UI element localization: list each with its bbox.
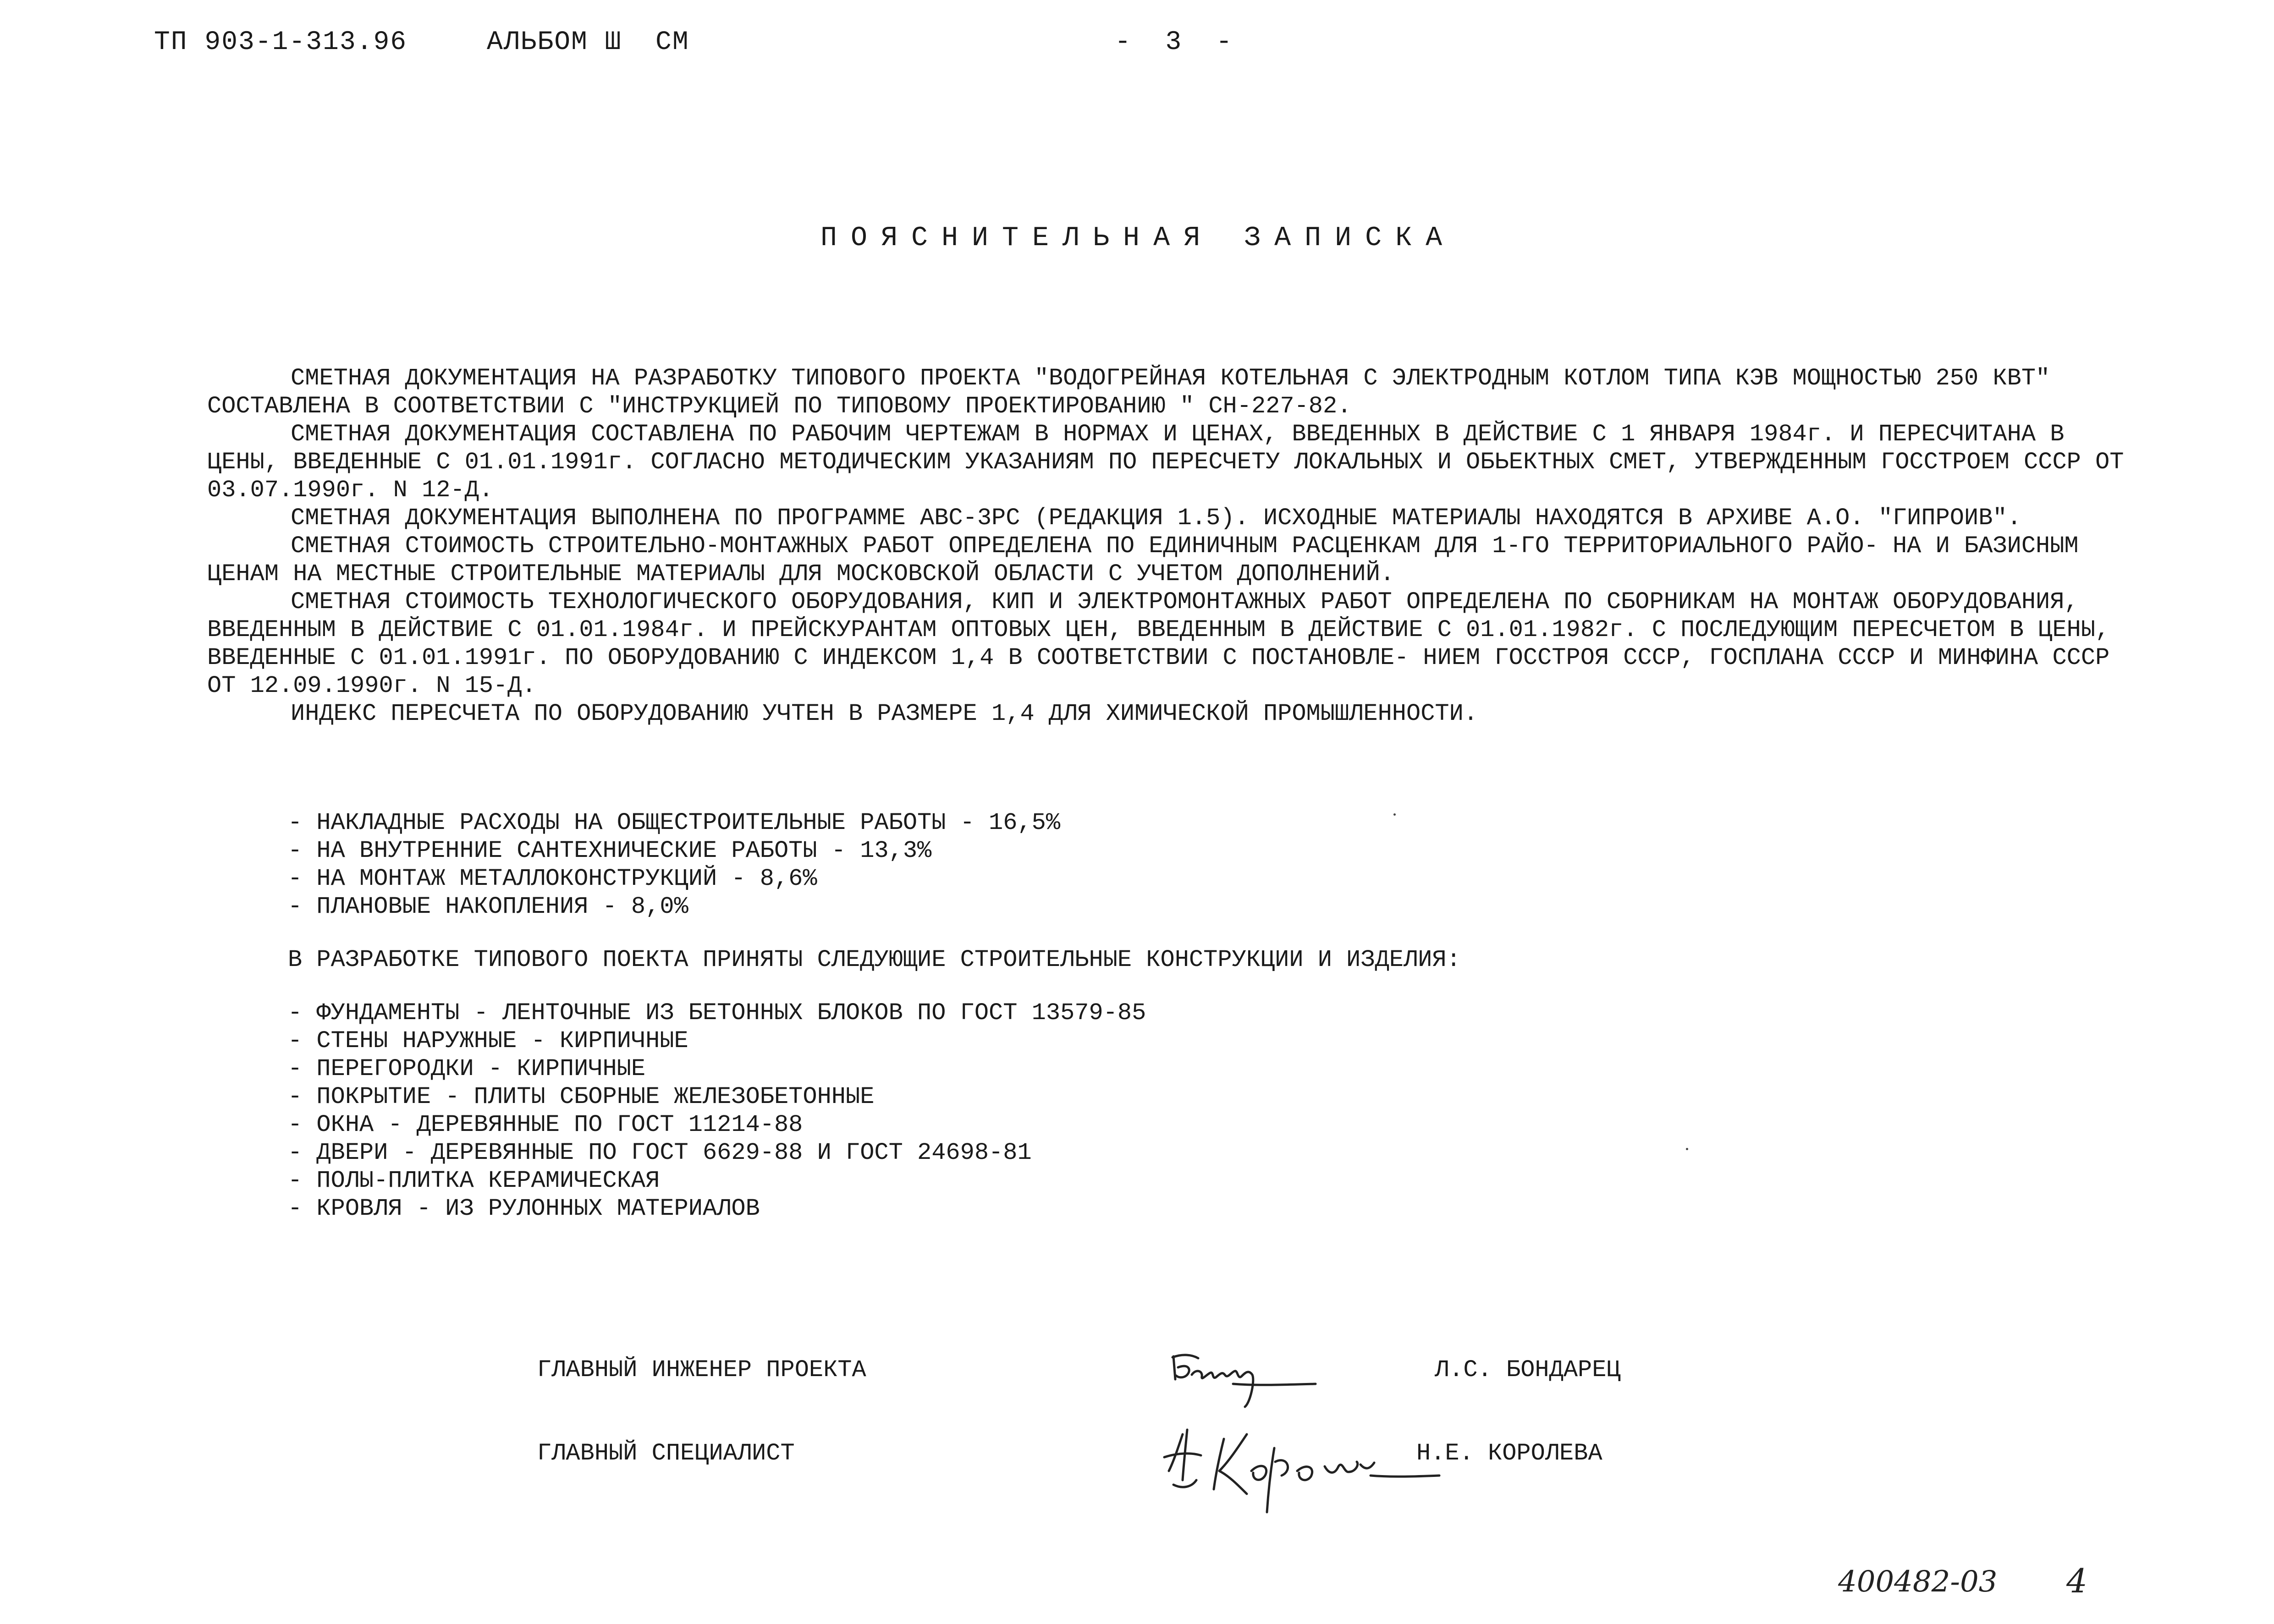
list-item: - СТЕНЫ НАРУЖНЫЕ - КИРПИЧНЫЕ bbox=[288, 1027, 688, 1054]
album-label: АЛЬБОМ Ш СМ bbox=[487, 27, 689, 57]
constructions-list bbox=[288, 999, 1146, 1223]
list-item: - ПЕРЕГОРОДКИ - КИРПИЧНЫЕ bbox=[288, 1055, 646, 1082]
paragraph: СМЕТНАЯ СТОИМОСТЬ СТРОИТЕЛЬНО-МОНТАЖНЫХ РАБОТ ОПРЕДЕЛЕНА ПО ЕДИНИЧНЫМ РАСЦЕНКАМ ДЛЯ 1-ГО ТЕРРИТОРИАЛЬНОГО РАЙО- НА И БАЗИСНЫМ ЦЕНАМ НА МЕСТНЫЕ СТРОИТЕЛЬНЫЕ МАТЕРИАЛЫ ДЛЯ МОСКОВСКОЙ ОБЛАСТИ С УЧЕТОМ ДОПОЛНЕНИЙ. bbox=[207, 532, 2079, 587]
page-number: - 3 - bbox=[1115, 27, 1233, 57]
paragraph: СМЕТНАЯ СТОИМОСТЬ ТЕХНОЛОГИЧЕСКОГО ОБОРУДОВАНИЯ, КИП И ЭЛЕКТРОМОНТАЖНЫХ РАБОТ ОПРЕДЕЛЕНА ПО СБОРНИКАМ НА МОНТАЖ ОБОРУДОВАНИЯ, ВВЕДЕННЫМ В ДЕЙСТВИЕ С 01.01.1984г. И ПРЕЙСКУРАНТАМ ОПТОВЫХ ЦЕН, ВВЕДЕННЫМ В ДЕЙСТВИЕ С 01.01.1982г. С ПОСЛЕДУЮЩИМ ПЕРЕСЧЕТОМ В ЦЕНЫ, ВВЕДЕННЫЕ С 01.01.1991г. ПО ОБОРУДОВАНИЮ С ИНДЕКСОМ 1,4 В СООТВЕТСТВИИ С ПОСТАНОВЛЕ- НИЕМ ГОССТРОЯ СССР, ГОСПЛАНА СССР И МИНФИНА СССР ОТ 12.09.1990г. N 15-Д. bbox=[207, 588, 2110, 699]
document-code: ТП 903-1-313.96 bbox=[154, 27, 407, 57]
signature-role-chief-engineer: ГЛАВНЫЙ ИНЖЕНЕР ПРОЕКТА bbox=[537, 1356, 866, 1383]
scan-speck bbox=[1393, 813, 1396, 816]
signature-name-chief-specialist: Н.Е. КОРОЛЕВА bbox=[1416, 1440, 1602, 1467]
list-item: - ПЛАНОВЫЕ НАКОПЛЕНИЯ - 8,0% bbox=[288, 893, 688, 920]
paragraph: СМЕТНАЯ ДОКУМЕНТАЦИЯ ВЫПОЛНЕНА ПО ПРОГРАММЕ АВС-3РС (РЕДАКЦИЯ 1.5). ИСХОДНЫЕ МАТЕРИАЛЫ НАХОДЯТСЯ В АРХИВЕ А.О. "ГИПРОИВ". bbox=[291, 505, 2021, 532]
list-item: - НАКЛАДНЫЕ РАСХОДЫ НА ОБЩЕСТРОИТЕЛЬНЫЕ РАБОТЫ - 16,5% bbox=[288, 809, 1061, 836]
list-item: - ОКНА - ДЕРЕВЯННЫЕ ПО ГОСТ 11214-88 bbox=[288, 1111, 803, 1138]
explanatory-text bbox=[207, 364, 2132, 728]
archive-number: 400482-03 bbox=[1838, 1565, 1998, 1599]
list-item: - ДВЕРИ - ДЕРЕВЯННЫЕ ПО ГОСТ 6629-88 И ГОСТ 24698-81 bbox=[288, 1139, 1032, 1166]
sheet-number: 4 bbox=[2066, 1562, 2087, 1600]
signature-name-chief-engineer: Л.С. БОНДАРЕЦ bbox=[1435, 1356, 1621, 1383]
signature-mark-bondarets bbox=[1164, 1347, 1338, 1416]
list-item: - КРОВЛЯ - ИЗ РУЛОННЫХ МАТЕРИАЛОВ bbox=[288, 1195, 760, 1222]
signature-role-chief-specialist: ГЛАВНЫЙ СПЕЦИАЛИСТ bbox=[537, 1440, 795, 1467]
list-item: - ФУНДАМЕНТЫ - ЛЕНТОЧНЫЕ ИЗ БЕТОННЫХ БЛОКОВ ПО ГОСТ 13579-85 bbox=[288, 999, 1146, 1026]
scan-speck bbox=[1686, 1148, 1688, 1150]
list-item: - ПОЛЫ-ПЛИТКА КЕРАМИЧЕСКАЯ bbox=[288, 1167, 660, 1194]
page-title: ПОЯСНИТЕЛЬНАЯ ЗАПИСКА bbox=[820, 223, 1456, 254]
rates-list bbox=[288, 809, 1060, 921]
constructions-intro: В РАЗРАБОТКЕ ТИПОВОГО ПОЕКТА ПРИНЯТЫ СЛЕДУЮЩИЕ СТРОИТЕЛЬНЫЕ КОНСТРУКЦИИ И ИЗДЕЛИЯ: bbox=[288, 946, 1461, 973]
paragraph: СМЕТНАЯ ДОКУМЕНТАЦИЯ НА РАЗРАБОТКУ ТИПОВОГО ПРОЕКТА "ВОДОГРЕЙНАЯ КОТЕЛЬНАЯ С ЭЛЕКТРОДНЫМ КОТЛОМ ТИПА КЭВ МОЩНОСТЬЮ 250 КВТ" СОСТАВЛЕНА В СООТВЕТСТВИИ С "ИНСТРУКЦИЕЙ ПО ТИПОВОМУ ПРОЕКТИРОВАНИЮ " СН-227-82. bbox=[207, 365, 2050, 420]
list-item: - ПОКРЫТИЕ - ПЛИТЫ СБОРНЫЕ ЖЕЛЕЗОБЕТОННЫЕ bbox=[288, 1083, 875, 1110]
paragraph: ИНДЕКС ПЕРЕСЧЕТА ПО ОБОРУДОВАНИЮ УЧТЕН В РАЗМЕРЕ 1,4 ДЛЯ ХИМИЧЕСКОЙ ПРОМЫШЛЕННОСТИ. bbox=[291, 700, 1478, 727]
list-item: - НА МОНТАЖ МЕТАЛЛОКОНСТРУКЦИЙ - 8,6% bbox=[288, 865, 817, 892]
list-item: - НА ВНУТРЕННИЕ САНТЕХНИЧЕСКИЕ РАБОТЫ - 13,3% bbox=[288, 837, 932, 864]
paragraph: СМЕТНАЯ ДОКУМЕНТАЦИЯ СОСТАВЛЕНА ПО РАБОЧИМ ЧЕРТЕЖАМ В НОРМАХ И ЦЕНАХ, ВВЕДЕННЫХ В ДЕЙСТВИЕ С 1 ЯНВАРЯ 1984г. И ПЕРЕСЧИТАНА В ЦЕНЫ, ВВЕДЕННЫЕ С 01.01.1991г. СОГЛАСНО МЕТОДИЧЕСКИМ УКАЗАНИЯМ ПО ПЕРЕСЧЕТУ ЛОКАЛЬНЫХ И ОБЬЕКТНЫХ СМЕТ, УТВЕРЖДЕННЫМ ГОССТРОЕМ СССР ОТ 03.07.1990г. N 12-Д. bbox=[207, 421, 2124, 504]
signature-mark-koroleva bbox=[1155, 1421, 1448, 1517]
